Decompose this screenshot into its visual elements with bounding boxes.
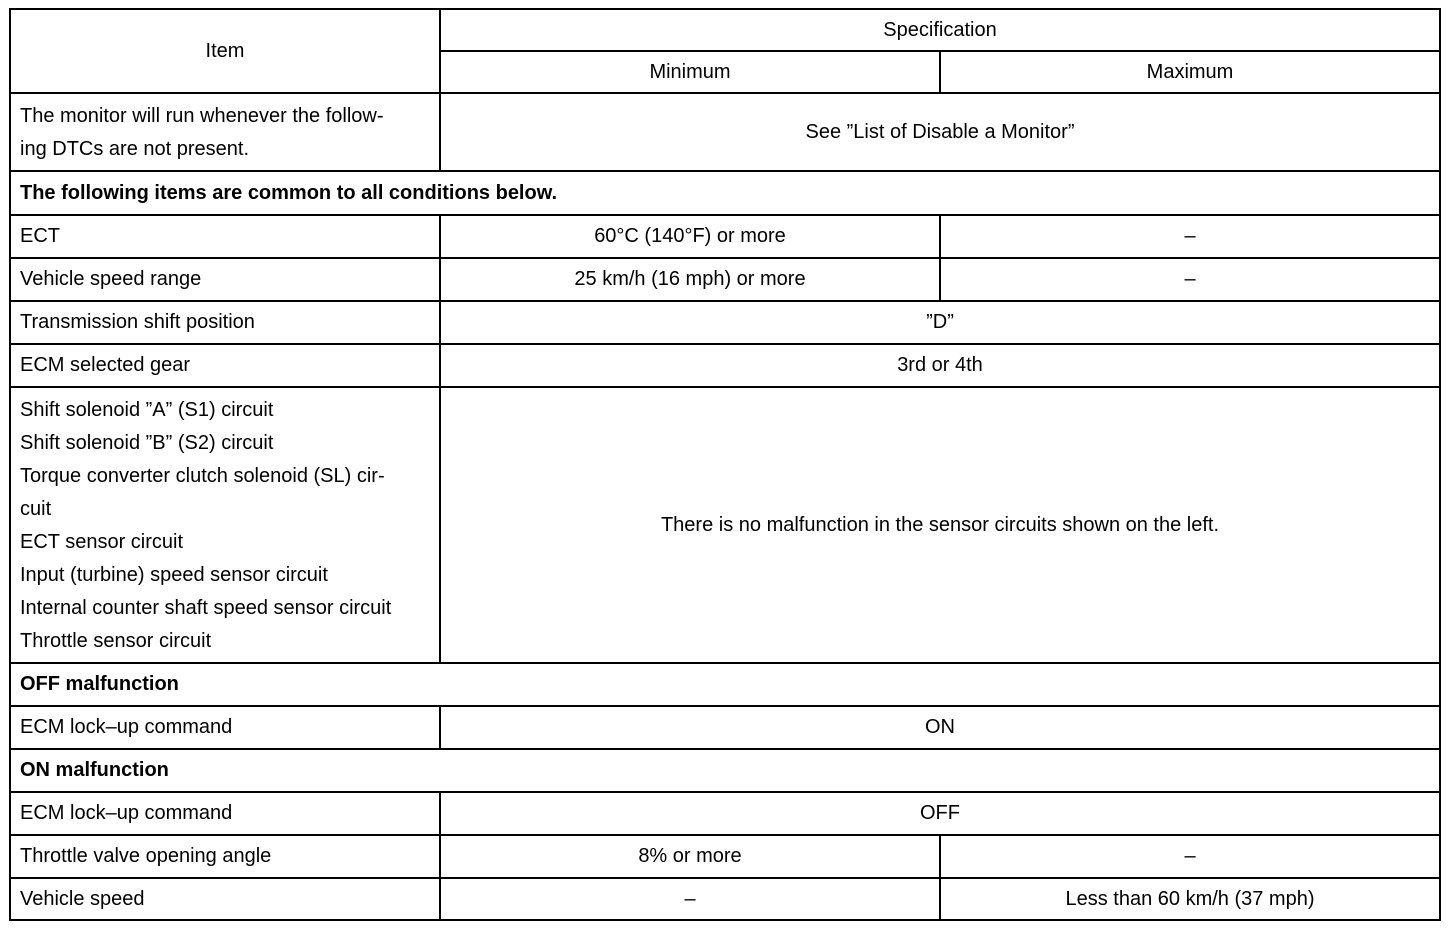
off-lockup-item: ECM lock–up command <box>10 706 440 749</box>
on-section-heading: ON malfunction <box>10 749 1440 792</box>
shift-position-spec: ”D” <box>440 301 1440 344</box>
on-lockup-item: ECM lock–up command <box>10 792 440 835</box>
circuits-item-list <box>10 387 440 663</box>
table-row <box>10 706 1440 749</box>
circuits-spec: There is no malfunction in the sensor circuits shown on the left. <box>440 387 1440 663</box>
circuit-item: Throttle sensor circuit <box>20 630 212 652</box>
section-row <box>10 171 1440 215</box>
specification-table <box>9 8 1441 921</box>
common-section-heading: The following items are common to all conditions below. <box>10 171 1440 215</box>
section-row <box>10 749 1440 792</box>
header-row <box>10 9 1440 51</box>
off-lockup-spec: ON <box>440 706 1440 749</box>
header-item: Item <box>10 9 440 93</box>
throttle-item: Throttle valve opening angle <box>10 835 440 878</box>
header-minimum: Minimum <box>440 51 940 93</box>
monitor-item <box>10 93 440 171</box>
monitor-spec: See ”List of Disable a Monitor” <box>440 93 1440 171</box>
table-row <box>10 344 1440 387</box>
vehicle-speed-range-min: 25 km/h (16 mph) or more <box>440 258 940 301</box>
vehicle-speed-max: Less than 60 km/h (37 mph) <box>940 878 1440 920</box>
selected-gear-item: ECM selected gear <box>10 344 440 387</box>
throttle-min: 8% or more <box>440 835 940 878</box>
vehicle-speed-item: Vehicle speed <box>10 878 440 920</box>
vehicle-speed-min: – <box>440 878 940 920</box>
monitor-item-line: The monitor will run whenever the follow- <box>20 105 384 127</box>
circuit-item: Input (turbine) speed sensor circuit <box>20 564 328 586</box>
table-row <box>10 215 1440 258</box>
off-section-heading: OFF malfunction <box>10 663 1440 706</box>
circuit-item: Shift solenoid ”A” (S1) circuit <box>20 399 274 421</box>
table-row <box>10 878 1440 920</box>
table-row <box>10 835 1440 878</box>
vehicle-speed-range-max: – <box>940 258 1440 301</box>
circuit-item: cuit <box>20 498 52 520</box>
ect-item: ECT <box>10 215 440 258</box>
vehicle-speed-range-item: Vehicle speed range <box>10 258 440 301</box>
table-row <box>10 93 1440 171</box>
shift-position-item: Transmission shift position <box>10 301 440 344</box>
table-row <box>10 792 1440 835</box>
header-specification: Specification <box>440 9 1440 51</box>
circuit-item: Internal counter shaft speed sensor circuit <box>20 597 392 619</box>
monitor-item-line: ing DTCs are not present. <box>20 138 249 160</box>
ect-min: 60°C (140°F) or more <box>440 215 940 258</box>
section-row <box>10 663 1440 706</box>
circuit-item: Torque converter clutch solenoid (SL) cir- <box>20 465 385 487</box>
table-row <box>10 387 1440 663</box>
on-lockup-spec: OFF <box>440 792 1440 835</box>
ect-max: – <box>940 215 1440 258</box>
header-maximum: Maximum <box>940 51 1440 93</box>
table-row <box>10 301 1440 344</box>
selected-gear-spec: 3rd or 4th <box>440 344 1440 387</box>
throttle-max: – <box>940 835 1440 878</box>
table-row <box>10 258 1440 301</box>
circuit-item: Shift solenoid ”B” (S2) circuit <box>20 432 274 454</box>
circuit-item: ECT sensor circuit <box>20 531 184 553</box>
